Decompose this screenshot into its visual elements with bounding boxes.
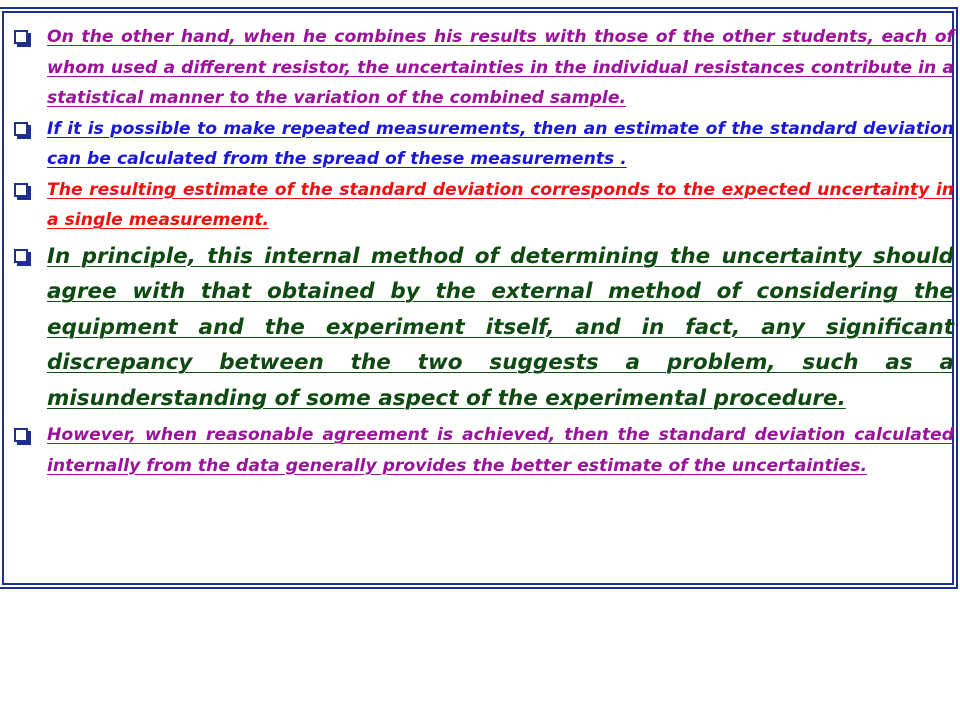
bullet-text: On the other hand, when he combines his results with those of the other students, each of whom used a different resistor, the uncertainties in the individual resistances contribute in a statistical manner to the variation of the combined sample. <box>47 27 954 108</box>
bullet-text: The resulting estimate of the standard deviation corresponds to the expected uncertainty in a single measurement. <box>47 179 954 230</box>
square-bullet-icon <box>14 30 28 44</box>
bullet-item-repeated-measurements <box>14 114 954 175</box>
bullet-item-combined-sample <box>14 22 954 114</box>
bullet-item-resulting-estimate <box>14 175 954 236</box>
bullet-text: However, when reasonable agreement is achieved, then the standard deviation calculated internally from the data generally provides the better estimate of the uncertainties. <box>47 425 954 476</box>
square-bullet-icon <box>14 183 28 197</box>
bullet-item-reasonable-agreement <box>14 420 954 481</box>
square-bullet-icon <box>14 122 28 136</box>
bullet-item-internal-method <box>14 239 954 417</box>
bullet-list <box>14 22 954 481</box>
bullet-text: If it is possible to make repeated measurements, then an estimate of the standard deviation can be calculated from the spread of these measurements . <box>47 118 954 169</box>
square-bullet-icon <box>14 249 28 263</box>
square-bullet-icon <box>14 428 28 442</box>
bullet-text: In principle, this internal method of determining the uncertainty should agree with that obtained by the external method of considering the equipment and the experiment itself, and in fact, any significant discrepancy between the two suggests a problem, such as a misunderstanding of some aspect of the experimental procedure. <box>47 243 954 411</box>
